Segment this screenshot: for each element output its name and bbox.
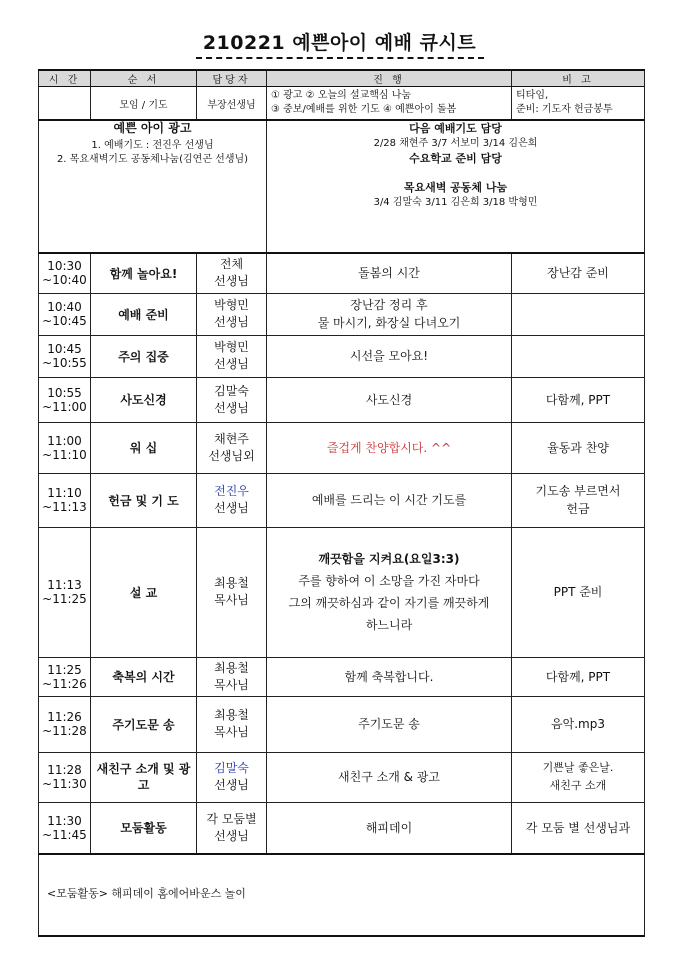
announcement-title: 예쁜 아이 광고 [113,121,192,135]
row-order: 주기도문 송 [91,696,197,752]
dawn-sharing-title: 목요새벽 공동체 나눔 [403,181,508,194]
row-progress: 돌봄의 시간 [267,253,512,293]
pre-progress-line: ① 광고 ② 오늘의 설교핵심 나눔 [271,90,412,101]
table-row [39,253,645,293]
pre-progress-line: ③ 중보/예배를 위한 기도 ④ 예쁜아이 돌봄 [271,104,457,115]
row-leader: 김말숙 선생님 [197,752,267,802]
row-order: 모둠활동 [91,802,197,854]
cue-sheet-table [38,69,645,937]
row-progress: 해피데이 [267,802,512,854]
pre-progress [267,87,512,121]
row-time: 11:28 ~11:30 [39,752,91,802]
row-note [512,335,645,377]
announcement-left [39,120,267,253]
footer-note [39,854,645,936]
header-note: 비 고 [512,70,645,87]
table-row [39,335,645,377]
row-time: 11:13 ~11:25 [39,527,91,657]
pre-leader: 부장선생님 [197,87,267,121]
prayer-duty-schedule: 2/28 채현주 3/7 서보미 3/14 김은희 [373,138,538,149]
footer-row [39,854,645,936]
row-note: 기도송 부르면서 헌금 [512,473,645,527]
row-time: 10:45 ~10:55 [39,335,91,377]
announcement-item: 1. 예배기도 : 전진우 선생님 [91,140,214,151]
row-progress: 사도신경 [267,377,512,422]
row-note: 각 모둠 별 선생님과 [512,802,645,854]
row-time: 11:00 ~11:10 [39,422,91,473]
header-progress: 진 행 [267,70,512,87]
dawn-sharing-schedule: 3/4 김말숙 3/11 김은희 3/18 박형민 [373,197,538,208]
row-order: 사도신경 [91,377,197,422]
row-leader: 박형민 선생님 [197,335,267,377]
row-time: 11:26 ~11:28 [39,696,91,752]
page-title: 210221 예쁜아이 예배 큐시트 [202,32,477,54]
table-row [39,657,645,696]
table-row [39,377,645,422]
table-row [39,473,645,527]
row-order: 함께 놀아요! [91,253,197,293]
row-note: 기쁜날 좋은날. 새친구 소개 [512,752,645,802]
pre-note-line: 티타임, [516,90,549,101]
prayer-duty-title: 다음 예배기도 담당 [409,122,502,135]
row-order: 설 교 [91,527,197,657]
row-time: 10:30 ~10:40 [39,253,91,293]
row-note: 율동과 찬양 [512,422,645,473]
row-progress: 함께 축복합니다. [267,657,512,696]
sermon-title: 깨끗함을 지켜요(요일3:3) [318,552,460,566]
table-row [39,802,645,854]
table-header [39,70,645,87]
row-time: 11:25 ~11:26 [39,657,91,696]
row-note: 장난감 준비 [512,253,645,293]
table-row [39,752,645,802]
announcement-row [39,120,645,253]
pre-time [39,87,91,121]
pre-order: 모임 / 기도 [91,87,197,121]
row-progress: 새친구 소개 & 광고 [267,752,512,802]
table-row [39,422,645,473]
row-progress: 시선을 모아요! [267,335,512,377]
table-row [39,293,645,335]
row-progress: 깨끗함을 지켜요(요일3:3) 주를 향하여 이 소망을 가진 자마다 그의 깨끗하심과 같이 자기를 깨끗하게 하느니라 [267,527,512,657]
row-leader: 박형민 선생님 [197,293,267,335]
row-note: PPT 준비 [512,527,645,657]
row-progress: 장난감 정리 후 물 마시기, 화장실 다녀오기 [267,293,512,335]
row-progress: 주기도문 송 [267,696,512,752]
row-time: 11:30 ~11:45 [39,802,91,854]
row-order: 축복의 시간 [91,657,197,696]
table-row [39,696,645,752]
row-leader: 전체 선생님 [197,253,267,293]
header-time: 시 간 [39,70,91,87]
pre-note-line: 준비: 기도자 헌금봉투 [516,104,613,115]
row-note: 다함께, PPT [512,377,645,422]
row-leader: 채현주 선생님외 [197,422,267,473]
row-order: 예배 준비 [91,293,197,335]
header-order: 순 서 [91,70,197,87]
header-leader: 담당자 [197,70,267,87]
row-leader: 최용철 목사님 [197,527,267,657]
row-progress: 예배를 드리는 이 시간 기도를 [267,473,512,527]
pre-service-row [39,87,645,121]
announcement-right [267,120,645,253]
row-progress: 즐겁게 찬양합시다. ^^ [267,422,512,473]
row-note [512,293,645,335]
row-leader: 각 모둠별 선생님 [197,802,267,854]
pre-note [512,87,645,121]
row-time: 10:40 ~10:45 [39,293,91,335]
row-order: 워 십 [91,422,197,473]
row-leader: 김말숙 선생님 [197,377,267,422]
row-time: 11:10 ~11:13 [39,473,91,527]
row-note: 음악.mp3 [512,696,645,752]
row-leader: 최용철 목사님 [197,696,267,752]
title-underline [196,57,484,59]
row-note: 다함께, PPT [512,657,645,696]
footer-text: <모둠활동> 해피데이 홈에어바운스 놀이 [47,887,246,900]
row-order: 새친구 소개 및 광고 [91,752,197,802]
row-order: 주의 집중 [91,335,197,377]
row-leader: 전진우 선생님 [197,473,267,527]
row-order: 헌금 및 기 도 [91,473,197,527]
wednesday-duty-title: 수요학교 준비 담당 [409,152,502,165]
table-row [39,527,645,657]
announcement-item: 2. 목요새벽기도 공동체나눔(김연곤 선생님) [56,154,249,165]
row-time: 10:55 ~11:00 [39,377,91,422]
row-leader: 최용철 목사님 [197,657,267,696]
